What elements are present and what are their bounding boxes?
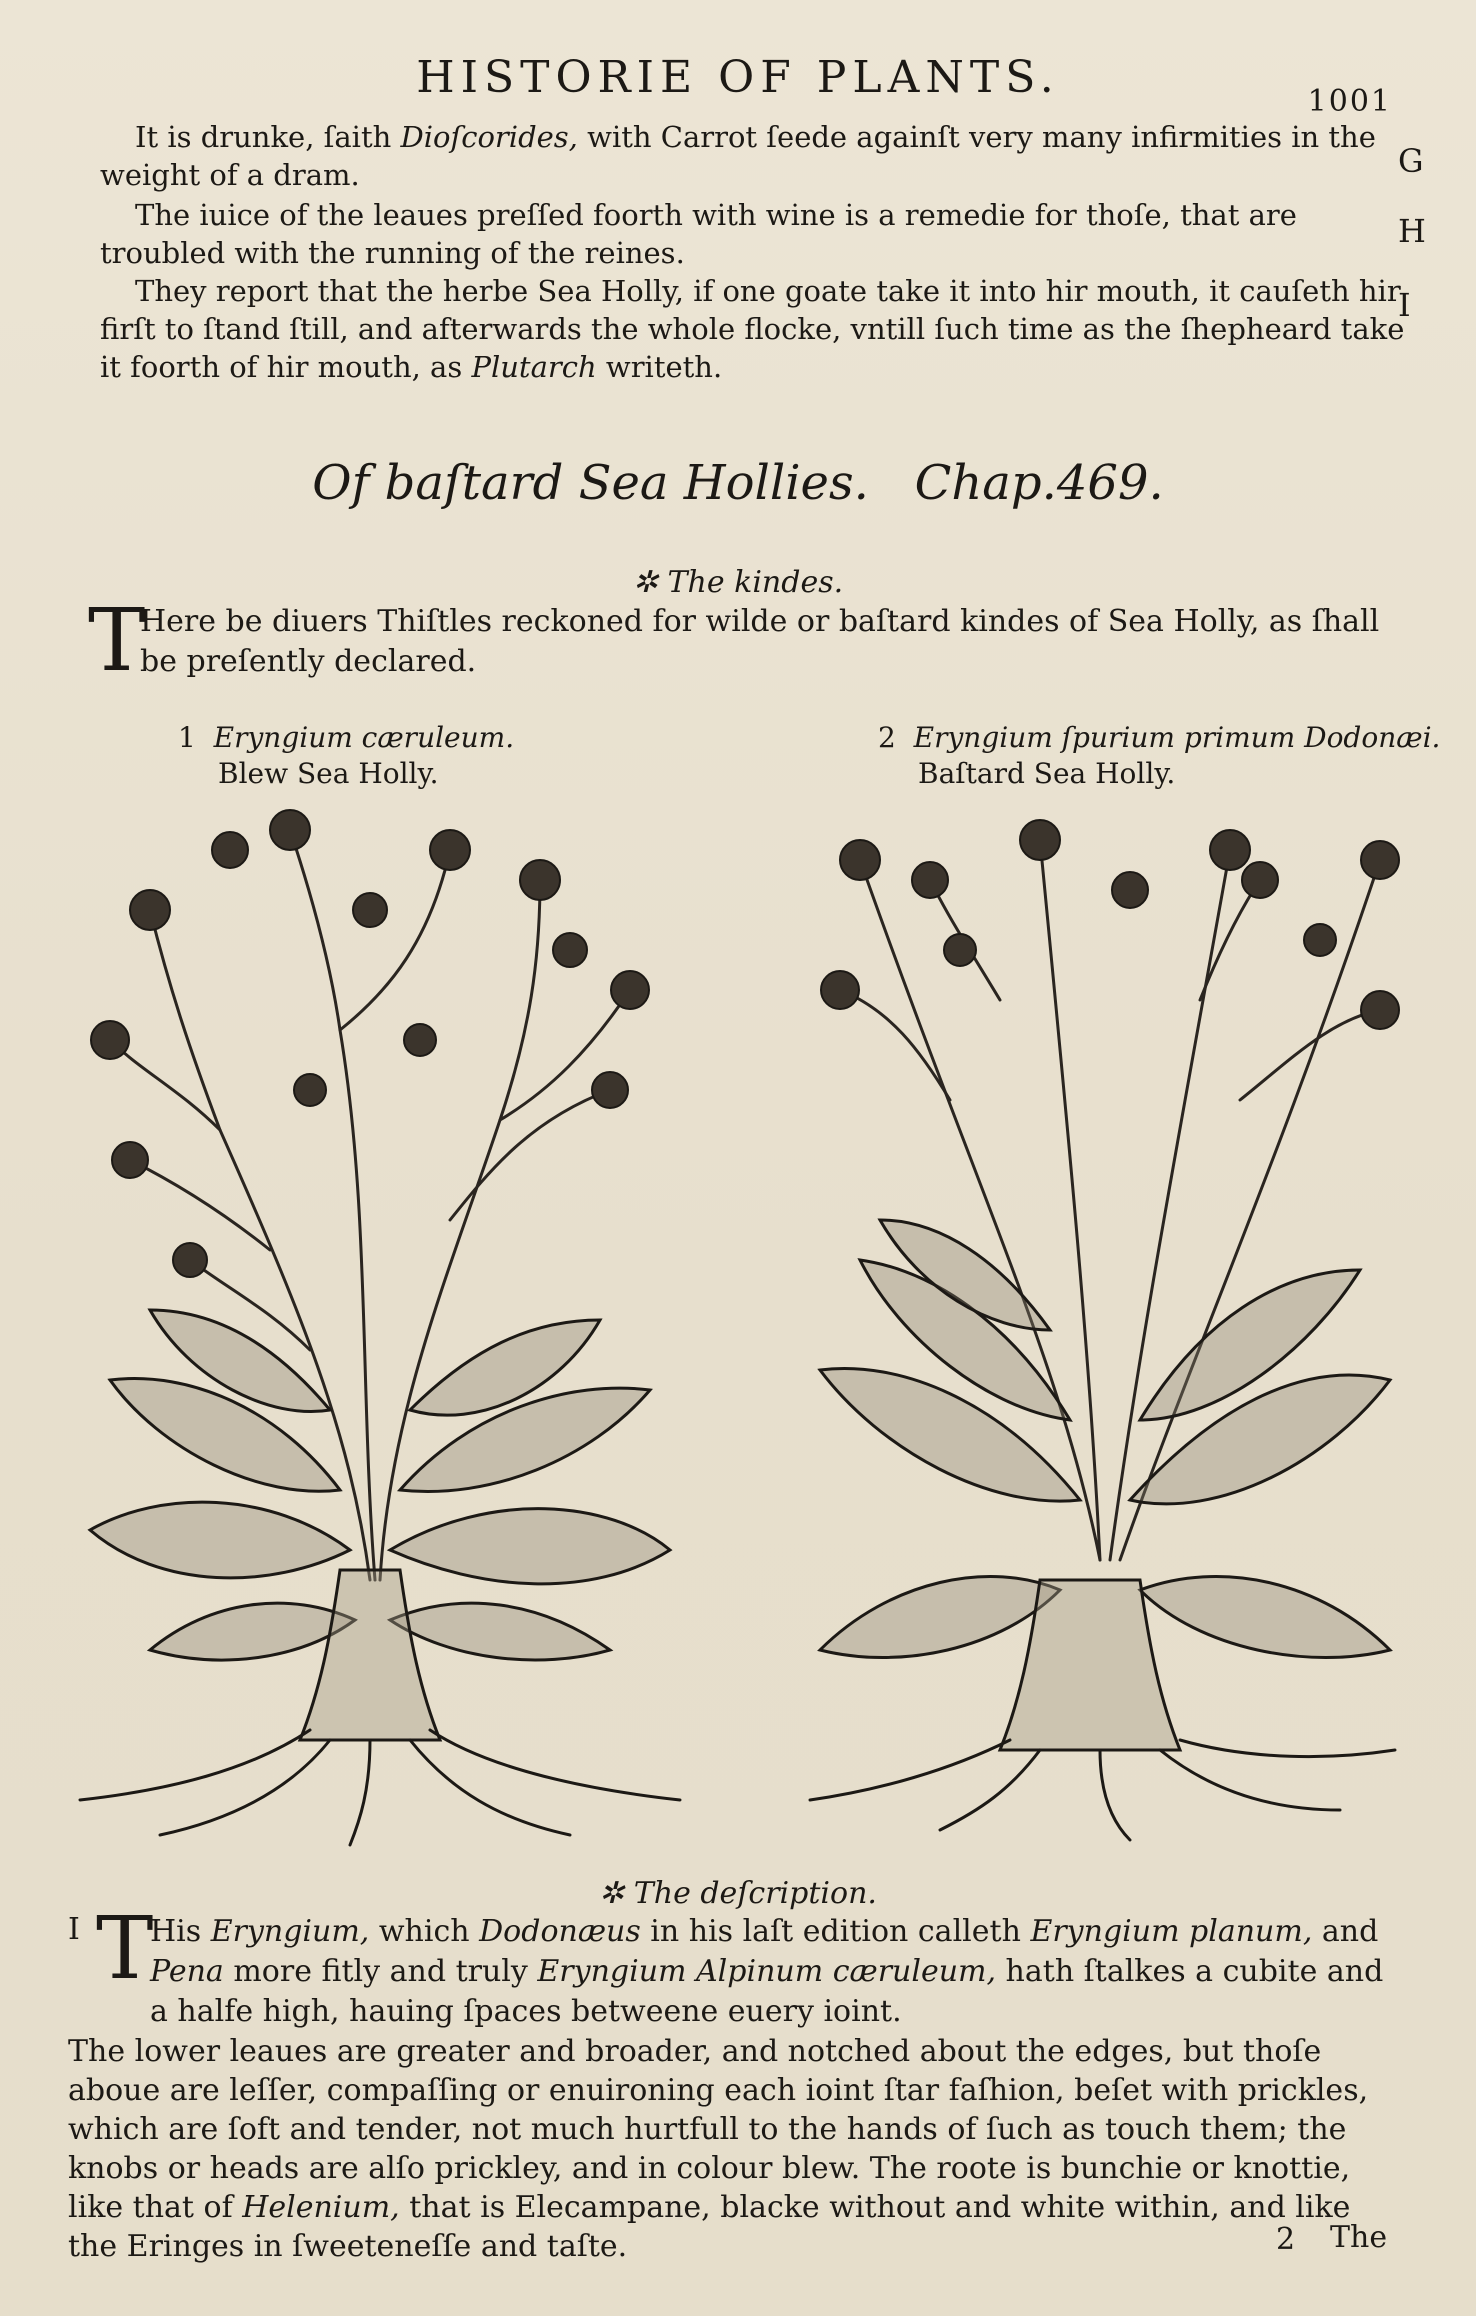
desc-italic: Dodonæus (479, 1914, 641, 1949)
figure-number: 2 (878, 721, 896, 754)
desc-italic: Eryngium planum, (1030, 1914, 1313, 1949)
figure-english-name: Baſtard Sea Holly. (918, 757, 1176, 790)
intro-text: It is drunke, ſaith (135, 120, 401, 154)
intro-paragraph-3 (100, 272, 1420, 386)
running-head: HISTORIE OF PLANTS. (416, 52, 1060, 103)
catch-number: 2 (1276, 2222, 1296, 2257)
desc-text: and (1312, 1914, 1379, 1949)
chapter-title-text: Of baſtard Sea Hollies. (312, 455, 869, 511)
woodcut-blew-sea-holly (70, 790, 690, 1850)
chapter-number: Chap.469. (914, 455, 1164, 511)
marginal-letter-g: G (1398, 142, 1424, 180)
desc-text: that is Elecampane, blacke without and white within, and like the Eringes in ſweeteneſſe and taſte. (68, 2190, 1351, 2264)
desc-italic: Eryngium, (210, 1914, 370, 1949)
description-item-number: I (68, 1912, 80, 1947)
figure-latin-name: Eryngium cæruleum. (213, 721, 515, 754)
ornament-icon: ✲ (599, 1876, 625, 1911)
desc-text: in his laſt edition calleth (640, 1914, 1031, 1949)
description-first-lines (150, 1912, 1395, 2032)
intro-text: with Carrot ſeede againſt very many infirmities in the weight of a dram. (100, 120, 1376, 192)
intro-italic: Dioſcorides, (400, 120, 578, 154)
marginal-letter-h: H (1398, 212, 1426, 250)
figure-latin-name: Eryngium ſpurium primum Dodonæi. (913, 721, 1441, 754)
desc-text: which (369, 1914, 480, 1949)
figure-number: 1 (178, 721, 196, 754)
section-heading-kindes (0, 565, 1476, 600)
kindes-heading-text: The kindes. (667, 565, 844, 600)
drop-capital: T (88, 591, 146, 691)
description-heading-text: The deſcription. (633, 1876, 877, 1911)
kindes-text: Here be diuers Thiſtles reckoned for wilde or baſtard kindes of Sea Holly, as ſhall be preſently declared. (140, 604, 1380, 679)
desc-italic: Pena (150, 1954, 224, 1989)
intro-paragraph-2 (100, 196, 1420, 272)
intro-paragraph-1 (100, 118, 1420, 194)
marginal-letter-i: I (1398, 286, 1411, 324)
intro-text: They report that the herbe Sea Holly, if one goate take it into hir mouth, it cauſeth hir firſt to ſtand ſtill, and afterwards the whole flocke, vntill ſuch time as the ſhepheard take it foorth of hir mouth, as (100, 274, 1405, 384)
drop-capital: T (96, 1899, 154, 1999)
figure-english-name: Blew Sea Holly. (218, 757, 439, 790)
page-number: 1001 (1307, 84, 1392, 119)
intro-italic: Plutarch (471, 350, 597, 384)
woodcut-bastard-sea-holly (800, 800, 1400, 1850)
figure-caption-1 (178, 720, 514, 792)
intro-text: The iuice of the leaues preſſed foorth with wine is a remedie for thoſe, that are troubled with the running of the reines. (100, 198, 1297, 270)
catchword: The (1330, 2220, 1388, 2255)
desc-italic: Eryngium Alpinum cæruleum, (537, 1954, 997, 1989)
intro-text: writeth. (596, 350, 723, 384)
desc-text: hath ſtalkes a cubite and a halfe high, hauing ſpaces betweene euery ioint. (150, 1954, 1384, 2029)
description-body (68, 2032, 1398, 2266)
desc-italic: Helenium, (242, 2190, 400, 2225)
ornament-icon: ✲ (632, 565, 658, 600)
chapter-title (0, 455, 1476, 511)
desc-text: more fitly and truly (223, 1954, 538, 1989)
desc-text: His (150, 1914, 211, 1949)
desc-text: The lower leaues are greater and broader, and notched about the edges, but thoſe aboue are leſſer, compaſſing or enuironing each ioint ſtar faſhion, beſet with prickles, which are ſoft and tender, not much hurtfull to the hands of ſuch as touch them; the knobs or heads are alſo prickley, and in colour blew. The roote is bunchie or knottie, like that of (68, 2034, 1369, 2225)
figure-caption-2 (878, 720, 1440, 792)
section-heading-description (0, 1876, 1476, 1911)
